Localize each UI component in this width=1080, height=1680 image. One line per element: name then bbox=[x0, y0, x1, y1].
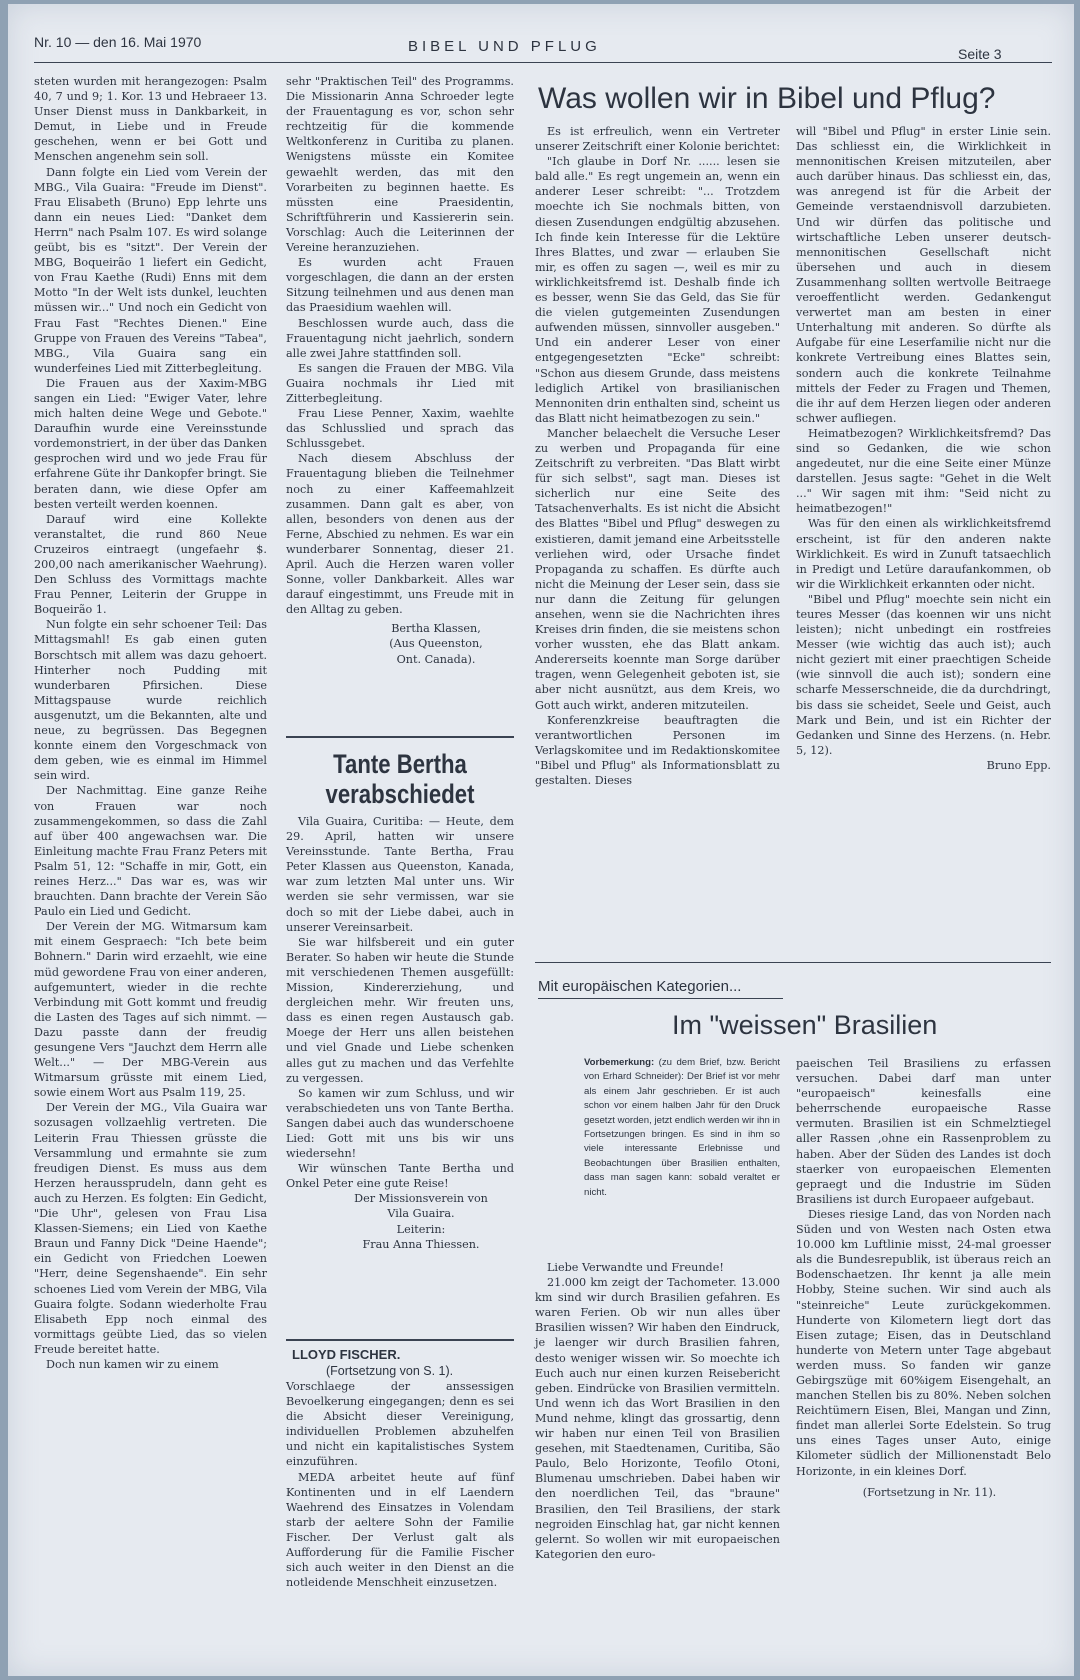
paragraph: Dann folgte ein Lied vom Verein der MBG., Vila Guaira: "Freude im Dienst". Frau Elisabeth (Bruno) Epp lehrte uns dann ein neues Lied: "Danket dem Herrn" nach Psalm 107. Es wird solange geübt, bis es "sitzt". Der Verein der MBG, Boqueirão 1 liefert ein Gedicht, von Frau Kaethe (Rudi) Enns mit dem Motto "In der Welt ists dunkel, leuchten müssen wir..." Und noch ein Gedicht von Frau Fast "Rechtes Dienen." Eine Gruppe von Frauen des Vereins "Tabea", MBG., Vila Guaira sang ein wunderfeines Lied mit Zitterbegleitung. bbox=[34, 165, 267, 375]
article-subtitle: (Fortsetzung von S. 1). bbox=[326, 1364, 454, 1378]
paragraph: "Bibel und Pflug" moechte sein nicht ein teures Messer (das koennen wir uns nicht leisten); nicht unbedingt ein rostfreies Messer (wie wichtig das auch ist); auch nicht geziert mit einer praechtigen Scheide (wie sinnvoll die auch ist); sondern eine scharfe Messerschneide, die da durchdringt, bis dass sie scheidet, Seele und Geist, auch Mark und Bein, und ist ein Richter der Gedanken und Sinne des Herzens. (n. Hebr. 5, 12). bbox=[796, 592, 1051, 757]
paragraph: Sie war hilfsbereit und ein guter Berater. So haben wir heute die Stunde mit verschiedenen Themen ausgefüllt: Mission, Kindererziehung, und dergleichen mehr. Wir freuten uns, dass es einen regen Austausch gab. Moege der Herr uns allen beistehen und viel Gnade und Liebe schenken alles gut zu machen und das Verfehlte zu vergessen. bbox=[286, 935, 514, 1085]
signature-line: Leiterin: bbox=[396, 1222, 446, 1236]
signature-line: Bertha Klassen, bbox=[391, 622, 481, 636]
section-divider bbox=[286, 1339, 514, 1341]
note-label: Vorbemerkung: bbox=[584, 1057, 655, 1068]
paragraph: will "Bibel und Pflug" in erster Linie sein. Das schliesst ein, die Wirklichkeit in mennonitischen Kreisen mitzuteilen, aber auch darüber hinaus. Das schliesst ein, das, was anregend ist für die Arbeit der Gemeinde verstaendnisvoll darzubieten. Und wir dürfen das politische und wirtschaftliche Leben unserer deutsch-mennonitischen Gesellschaft nicht übersehen und auch in diesem Zusammenhang sollten wertvolle Beitraege veroeffentlicht werden. Gedankengut verwertet man am besten in einer Unterhaltung mit anderen. So dürfte als Aufgabe für eine Leserfamilie nicht nur die konkrete Vertreibung eines Blattes sein, sondern auch die konkrete Teilnahme mittels der Feder zu Fragen und Themen, die ihr auf dem Herzen liegen oder anderen schwer aufliegen. bbox=[796, 125, 1051, 425]
column-1 bbox=[34, 74, 267, 1372]
masthead: BIBEL UND PFLUG bbox=[408, 38, 601, 55]
paragraph: Doch nun kamen wir zu einem bbox=[46, 1357, 219, 1371]
paragraph: Der Verein der MG. Witmarsum kam mit einem Gespraech: "Ich bete beim Bohnern." Darin wird erzaehlt, wie eine müd gewordene Frau von einer anderen, aufgemuntert, wieder in die rechte Verbindung mit Gott kommt und freudig die Lasten des Tages auf sich nimmt. — Dazu passte dann der freudig gesungene Vers "Jauchzt dem Herrn alle Welt..." — Der MBG-Verein aus Witmarsum grüsste mit einem Lied, sowie einem Wort aus Psalm 119, 25. bbox=[34, 920, 267, 1100]
column-2 bbox=[286, 74, 514, 667]
paragraph: Darauf wird eine Kollekte veranstaltet, die rund 860 Neue Cruzeiros eintraegt (ungefaehr $. 200,00 nach amerikanischer Waehrung). Den Schluss des Vormittags machte Frau Penner, Leiterin der Gruppe in Boqueirão 1. bbox=[34, 512, 267, 617]
continuation-note: (Fortsetzung in Nr. 11). bbox=[862, 1485, 997, 1499]
paragraph: Liebe Verwandte und Freunde! bbox=[547, 1261, 724, 1274]
signature-line: Frau Anna Thiessen. bbox=[362, 1237, 480, 1251]
paragraph: Beschlossen wurde auch, dass die Frauentagung nicht jaehrlich, sondern alle zwei Jahre stattfinden soll. bbox=[286, 316, 514, 360]
note-text: (zu dem Brief, bzw. Bericht von Erhard Schneider): Der Brief ist vor mehr als einem Jahr geschrieben. Er ist auch schon vor einem halben Jahr für den Druck gesetzt worden, jetzt endlich werden wir ihn in Fortsetzungen bringen. Es sind in ihm so viele interessante Erlebnisse und Beobachtungen über Brasilien enthalten, dass man sagen kann: sobald veraltet er nicht. bbox=[584, 1057, 780, 1198]
page-number: Seite 3 bbox=[958, 46, 1002, 62]
paragraph: So kamen wir zum Schluss, und wir verabschiedeten uns von Tante Bertha. Sangen dabei auch das wunderschoene Lied: Gott mit uns bis wir uns wiedersehn! bbox=[286, 1086, 514, 1161]
paragraph: Nach diesem Abschluss der Frauentagung blieben die Teilnehmer noch zu einer Kaffeemahlzeit zusammen. Dann galt es aber, von allen, besonders von denen aus der Ferne, Abschied zu nehmen. Es war ein wunderbarer Sonnentag, dieser 21. April. Auch die Herzen waren voller Sonne, voller Dankbarkeit. Alles war darauf eingestimmt, uns Freude mit in den Alltag zu geben. bbox=[286, 452, 514, 617]
article-kicker: Mit europäischen Kategorien... bbox=[538, 978, 742, 995]
paragraph: Dieses riesige Land, das von Norden nach Süden und von Westen nach Osten etwa 10.000 km Luftlinie misst, 24-mal groesser als die Bundesrepublik, ist überaus reich an Bodenschaetzen. Ihr kennt ja alle mein Hobby, Steine suchen. Wir sind auch als "steinreiche" Leute zurückgekommen. Hunderte von Kilometern liegt dort das Eisen zutage; Eisen, das in Deutschland hunderte von Metern unter Tage abgebaut werden muss. So fanden wir ganze Gebirgszüge mit 60%igem Eisengehalt, an manchen Stellen bis zu 80%. Neben solchen Reichtümern Eisen, Blei, Mangan und Zinn, findet man allerlei Sorte Edelstein. So trug uns eines Tages unser Auto, einige Kilometer südlich der Millionenstadt Belo Horizonte, in ein kleines Dorf. bbox=[796, 1207, 1051, 1478]
newspaper-page bbox=[8, 4, 1074, 1676]
paragraph: Der Nachmittag. Eine ganze Reihe von Frauen war noch zusammengekommen, so dass die Zahl auf über 400 angewachsen war. Die Einleitung machte Frau Franz Peters mit Psalm 51, 12: "Schaffe in mir, Gott, ein reines Herz..." Das war es, was wir brauchten. Dann brachte der Verein São Paulo ein Lied und Gedicht. bbox=[34, 784, 267, 919]
kicker-underline bbox=[538, 998, 783, 999]
article-headline: Im "weissen" Brasilien bbox=[672, 1010, 938, 1040]
paragraph: Es ist erfreulich, wenn ein Vertreter unserer Zeitschrift einer Kolonie berichtet: bbox=[535, 125, 780, 154]
signature-line: Ont. Canada). bbox=[396, 652, 476, 666]
paragraph: 21.000 km zeigt der Tachometer. 13.000 km sind wir durch Brasilien gefahren. Es waren Ferien. Ob wir nun alles über Brasilien wissen? Wir haben den Eindruck, je laenger wir durch Brasilien fahren, desto weniger wissen wir. So moechte ich Euch auch nur einen kurzen Reisebericht geben. Eindrücke von Brasilien vermitteln. Und wenn ich das Wort Brasilien in den Mund nehme, klingt das grossartig, denn wir haben nur einen Teil von Brasilien gesehen, mit Staedtenamen, Curitiba, São Paulo, Belo Horizonte, Teofilo Otoni, Blumenau umschrieben. Dabei haben wir den noerdlichen Teil, das "braune" Brasilien, den Teil Brasiliens, der stark negroiden Einschlag hat, gar nicht kennen gelernt. So wollen wir mit europaeischen Kategorien den euro- bbox=[535, 1276, 780, 1561]
main-headline: Was wollen wir in Bibel und Pflug? bbox=[538, 82, 996, 115]
paragraph: Heimatbezogen? Wirklichkeitsfremd? Das sind so Gedanken, die wie schon angedeutet, nur die eine Seite einer Münze darstellen. Jesus sagte: "Gehet in die Welt ..." Wir sagen mit ihm: "Seid nicht zu heimatbezogen!" bbox=[796, 426, 1051, 516]
paragraph: Es wurden acht Frauen vorgeschlagen, die dann an der ersten Sitzung teilnehmen und aus denen man das Praesidium waehlen will. bbox=[286, 256, 514, 315]
paragraph: Der Verein der MG., Vila Guaira war sozusagen vollzaehlig vertreten. Die Leiterin Frau Thiessen grüsste die Versammlung und ermahnte sie zum freudigen Dienst. Es muss aus dem Herzen heraussprudeln, dann geht es auch zu Herzen. Es folgten: Ein Gedicht, "Die Uhr", gelesen von Frau Lisa Klassen-Siemens; ein Lied von Kaethe Braun und Fanny Dick "Deine Haende"; ein Gedicht von Friedchen Loewen "Herr, deine Segenshaende". Ein sehr schoenes Lied vom Verein der MBG, Vila Guaira folgte. Sodann wiederholte Frau Elisabeth Epp noch einmal des vormittags geübte Lied, das so vielen Freude bereitet hatte. bbox=[34, 1101, 267, 1356]
signature-line: (Aus Queenston, bbox=[389, 637, 483, 651]
paragraph: Konferenzkreise beauftragten die verantwortlichen Personen im Verlagskomitee und im Redaktionskomitee "Bibel und Pflug" als Informationsblatt zu gestalten. Dieses bbox=[535, 713, 780, 788]
bertha-article bbox=[286, 814, 514, 1252]
author-signature: Bruno Epp. bbox=[986, 758, 1051, 772]
section-divider bbox=[286, 736, 514, 738]
paragraph: sehr "Praktischen Teil" des Programms. Die Missionarin Anna Schroeder legte der Frauentagung es vor, schon sehr rechtzeitig für die kommende Weltkonferenz in Curitiba zu planen. Wenigstens müsste ein Komitee gewaehlt werden, das mit den Vorarbeiten zu beginnen haette. Es müssten eine Praesidentin, Schriftführerin und Kassiererin sein. Vorschlag: Auch die Leiterinnen der Vereine heranzuziehen. bbox=[286, 75, 514, 255]
paragraph: Nun folgte ein sehr schoener Teil: Das Mittagsmahl! Es gab einen guten Borschtsch mit allem was dazu gehoert. Hinterher noch Pudding mit wunderbaren Pfirsichen. Diese Mittagspause wurde reichlich ausgenutzt, um die Bekannten, alte und neue, zu begrüssen. Das Begegnen konnte einem den Vorgeschmack von dem geben, wie es einmal im Himmel sein wird. bbox=[34, 618, 267, 783]
paragraph: steten wurden mit herangezogen: Psalm 40, 7 und 9; 1. Kor. 13 und Hebraeer 13. Unser Dienst muss in Dankbarkeit, in Demut, in Liebe und in Freude geschehen, wenn er bei Gott und Menschen angenehm sein soll. bbox=[34, 75, 267, 164]
paragraph: Vorschlaege der anssessigen Bevoelkerung eingegangen; denn es sei die Absicht dieser Vereinigung, individuellen Problemen abzuhelfen und nicht ein kapitalistisches System einzuführen. bbox=[286, 1380, 514, 1469]
article-headline: LLOYD FISCHER. bbox=[292, 1347, 401, 1362]
paragraph: Was für den einen als wirklichkeitsfremd erscheint, ist für den anderen nakte Wirklichkeit. Es wird in Zunuft tatsaechlich in Predigt und Letüre daraufankommen, ob wir die Wirklichkeit erkannten oder nicht. bbox=[796, 517, 1051, 591]
paragraph: Frau Liese Penner, Xaxim, waehlte das Schlusslied und sprach das Schlussgebet. bbox=[286, 407, 514, 451]
article-headline: Tante Bertha verabschiedet bbox=[325, 749, 475, 809]
paragraph: paeischen Teil Brasiliens zu erfassen versuchen. Dabei darf man unter "europaeisch" keinesfalls eine beherrschende europaeische Rasse vermuten. Brasilien ist ein Schmelztiegel aller Rassen ,ohne ein Rassenproblem zu haben. Aber der Süden des Landes ist doch staerker von europaeischen Elementen gepraegt und die Industrie im Süden Brasiliens ist durch Europaeer aufgebaut. bbox=[796, 1057, 1051, 1206]
paragraph: Wir wünschen Tante Bertha und Onkel Peter eine gute Reise! bbox=[286, 1162, 514, 1191]
lloyd-article bbox=[286, 1379, 514, 1590]
issue-date: Nr. 10 — den 16. Mai 1970 bbox=[34, 34, 202, 50]
paragraph: Mancher belaechelt die Versuche Leser zu werben und Propaganda für eine Zeitschrift zu verbreiten. "Das Blatt wirbt für sich selbst", sagt man. Dieses ist sicherlich nur eine Seite des Tatsachenverhalts. Es ist nicht die Absicht des Blattes "Bibel und Pflug" deswegen zu existieren, damit jemand eine Arbeitsstelle verliehen wird, oder Ursache findet Propaganda zu schaffen. Es dürfte auch nicht die Meinung der Leser sein, dass sie nur dann die Zeitung für gelungen ansehen, wenn sie die Nachrichten ihres Kreises drin finden, die sie meistens schon vorher wussten, ehe das Blatt ankam. Andererseits koennte man Sorge darüber tragen, wenn Gelegenheit geboten ist, sie aber nicht ausnützt, aus dem Kreis, wo Gott auch wirkt, anderen mitzuteilen. bbox=[535, 426, 780, 712]
header-rule bbox=[34, 62, 1052, 63]
editorial-note bbox=[584, 1056, 780, 1200]
paragraph: Es sangen die Frauen der MBG. Vila Guaira nochmals ihr Lied mit Zitterbegleitung. bbox=[286, 361, 514, 405]
brasilien-article-left bbox=[535, 1260, 780, 1562]
brasilien-article-right bbox=[796, 1056, 1051, 1500]
paragraph: Die Frauen aus der Xaxim-MBG sangen ein Lied: "Ewiger Vater, lehre mich halten deine Wege und Gebote." Daraufhin wurde eine Vereinsstunde vordemonstriert, in der über das Danken gesprochen wird und wo jede Frau für erfahrene Güte ihr Dankopfer bringt. Sie beraten dann, wie diese Opfer am besten verteilt werden koennen. bbox=[34, 376, 267, 511]
paragraph: MEDA arbeitet heute auf fünf Kontinenten und in elf Laendern Waehrend des Einsatzes in Volendam starb der aeltere Sohn der Familie Fischer. Der Verlust galt als Aufforderung für die Familie Fischer sich auch weiter in den Dienst an die notleidende Menschheit einzusetzen. bbox=[286, 1470, 514, 1590]
paragraph: Vila Guaira, Curitiba: — Heute, dem 29. April, hatten wir unsere Vereinsstunde. Tante Bertha, Frau Peter Klassen aus Queenston, Kanada, war zum letzten Mal unter uns. Wir werden sie sehr vermissen, war sie doch so mit der Liebe dabei, auch in unserer Vereinsarbeit. bbox=[286, 815, 514, 934]
signature-line: Vila Guaira. bbox=[387, 1207, 455, 1221]
section-divider bbox=[535, 962, 1051, 963]
signature-line: Der Missionsverein von bbox=[354, 1192, 488, 1206]
paragraph: "Ich glaube in Dorf Nr. ...... lesen sie bald alle." Es regt ungemein an, wenn ein anderer Leser schreibt: "... Trotzdem moechte ich Sie nochmals bitten, von diesen Zusendungen endgültig abzusehen. Ich finde kein Interesse für die Lektüre Ihres Blattes, und zwar — erlauben Sie mir, es offen zu sagen —, weil es mir zu wirklichkeitsfremd ist. Deshalb finde ich es besser, wenn Sie das Geld, das Sie für die vielen gutgemeinten Zusendungen aufwenden müssen, sinnvoller ausgeben." Und ein anderer Leser von einer entgegengesetzten "Ecke" schreibt: "Schon aus diesem Grunde, dass meistens lediglich Artikel von brasilianischen Mennoniten drin enthalten sind, scheint us das Blatt nicht heimatbezogen zu sein." bbox=[535, 155, 780, 425]
main-article-right bbox=[796, 124, 1051, 773]
main-article-left bbox=[535, 124, 780, 788]
